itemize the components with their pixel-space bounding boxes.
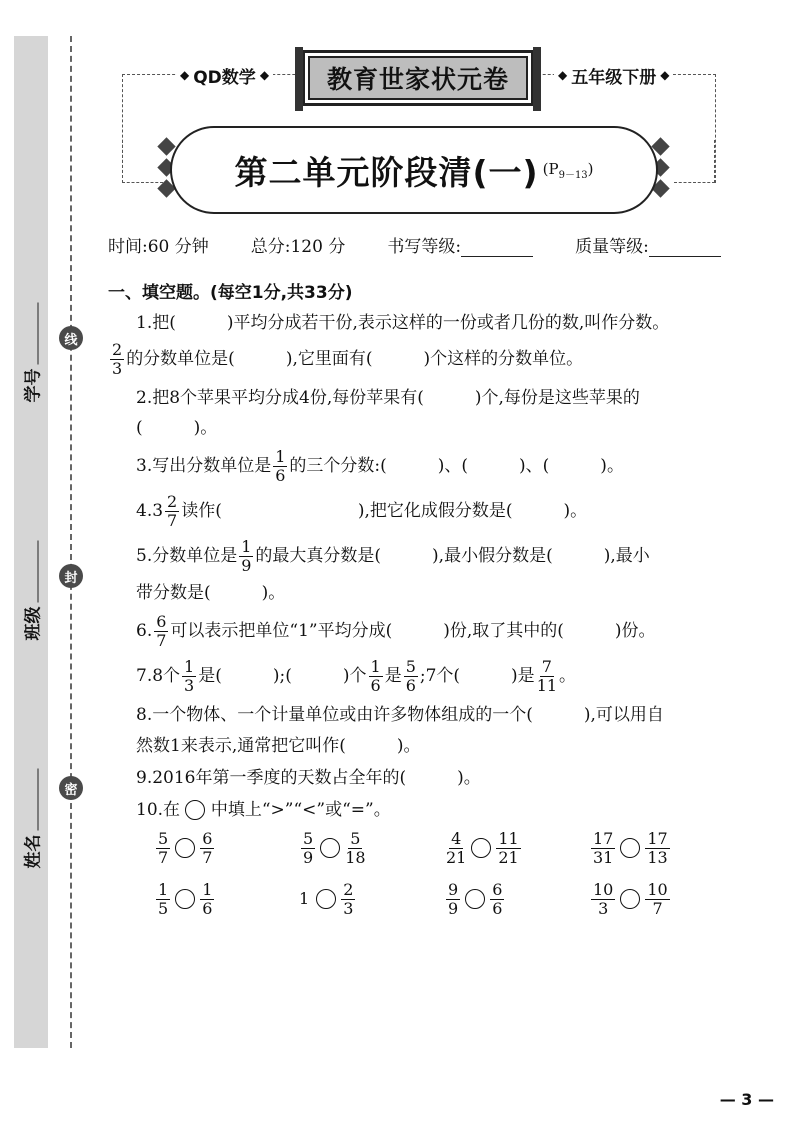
grade-tag-label: 五年级下册 (571, 67, 657, 88)
fraction: 17 13 (647, 828, 668, 867)
class-field: 班级 (19, 541, 44, 641)
question-3: 3.写出分数单位是 $\frac{1}{6}$ 的三个分数:( )、( )、( )。 (136, 447, 624, 486)
fraction: 5 9 (303, 828, 314, 867)
fraction: 2 3 (343, 879, 354, 918)
page-range: $(P_{9-13})$ (542, 159, 594, 181)
time-limit: 时间:60 分钟 (108, 237, 209, 257)
fraction: 10 7 (647, 879, 668, 918)
cut-line (70, 36, 72, 1048)
fraction: $\frac{2}{7}$ (167, 492, 178, 531)
compare-circle-input[interactable] (620, 889, 640, 909)
name-field: 姓名 (19, 769, 44, 869)
section-title: 一、填空题。(每空1分,共33分) (108, 283, 353, 303)
subject-tag: ◆ QD数学 ◆ (176, 63, 273, 87)
compare-item (444, 828, 589, 867)
compare-circle-input[interactable] (465, 889, 485, 909)
compare-item (589, 879, 734, 918)
fraction: 9 9 (448, 879, 459, 918)
fraction: 1 6 (202, 879, 213, 918)
grade-tag: ◆ 五年级下册 ◆ (554, 63, 673, 87)
compare-circle-input[interactable] (620, 838, 640, 858)
question-9: 9.2016年第一季度的天数占全年的( )。 (136, 767, 481, 788)
compare-item (154, 828, 299, 867)
seal-line-mark: 线 (59, 326, 83, 350)
compare-item (444, 879, 589, 918)
fraction: $\frac{1}{6}$ (275, 447, 286, 486)
integer: 1 (299, 888, 310, 908)
fraction: $\frac{1}{6}$ (370, 657, 381, 696)
compare-item (299, 879, 444, 918)
question-2: 2.把8个苹果平均分成4份,每份苹果有( )个,每份是这些苹果的 ( )。 (136, 388, 640, 439)
question-10: 10.在 中填上“>”“<”或“=”。 (136, 799, 391, 820)
question-6: 6. $\frac{6}{7}$ 可以表示把单位“1”平均分成( )份,取了其中的( )份。 (136, 612, 656, 651)
series-banner: 教育世家状元卷 (302, 50, 534, 106)
fraction: $\frac{7}{11}$ (536, 657, 558, 696)
section-fill-blank (108, 282, 734, 917)
circle-icon (185, 800, 205, 820)
question-4: 4.3 $\frac{2}{7}$ 读作( ),把它化成假分数是( )。 (136, 492, 588, 531)
quality-grade: 质量等级: (575, 232, 721, 257)
compare-circle-input[interactable] (175, 889, 195, 909)
compare-item (589, 828, 734, 867)
compare-circle-input[interactable] (316, 889, 336, 909)
fraction: 1 5 (158, 879, 169, 918)
question-7: 7.8个 $\frac{1}{3}$ 是( );( )个 $\frac{1}{6}$ 是 $\frac{5}{6}$ ;7个( )是 $\frac{7}{11}$ 。 (136, 657, 577, 696)
exam-info (108, 232, 748, 257)
fraction: 4 21 (446, 828, 467, 867)
compare-circle-input[interactable] (175, 838, 195, 858)
page-title-box (170, 126, 658, 214)
compare-grid (154, 828, 734, 918)
fraction: $\frac{6}{7}$ (156, 612, 167, 651)
fraction: 6 6 (492, 879, 503, 918)
fraction: 6 7 (202, 828, 213, 867)
fraction: $\frac{5}{6}$ (405, 657, 416, 696)
subject-tag-label: QD数学 (193, 67, 256, 88)
compare-circle-input[interactable] (320, 838, 340, 858)
fraction: 17 31 (593, 828, 614, 867)
writing-grade: 书写等级: (387, 232, 533, 257)
page-number: — 3 — (719, 1090, 774, 1109)
page-title: 第二单元阶段清(一) (234, 152, 539, 192)
fraction: 5 18 (345, 828, 366, 867)
question-1: 1.把( )平均分成若干份,表示这样的一份或者几份的数,叫作分数。 $\frac{2}{3}$ 的分数单位是( ),它里面有( )个这样的分数单位。 (112, 313, 670, 379)
question-5: 5.分数单位是 $\frac{1}{9}$ 的最大真分数是( ),最小假分数是( ),最小 带分数是( )。 (136, 537, 650, 604)
question-8: 8.一个物体、一个计量单位或由许多物体组成的一个( ),可以用自 然数1来表示,通常把它叫作( )。 (136, 705, 664, 756)
seal-secret-mark: 密 (59, 776, 83, 800)
student-no-field: 学号 (19, 303, 44, 403)
fraction: $\frac{2}{3}$ (112, 340, 123, 379)
fraction: 10 3 (593, 879, 614, 918)
fraction: 11 21 (498, 828, 519, 867)
compare-item (154, 879, 299, 918)
fraction: 5 7 (158, 828, 169, 867)
fraction: $\frac{1}{9}$ (241, 537, 252, 576)
seal-seal-mark: 封 (59, 564, 83, 588)
compare-circle-input[interactable] (471, 838, 491, 858)
fraction: $\frac{1}{3}$ (184, 657, 195, 696)
compare-item (299, 828, 444, 867)
total-score: 总分:120 分 (250, 237, 346, 257)
header-frame-right (674, 140, 715, 183)
